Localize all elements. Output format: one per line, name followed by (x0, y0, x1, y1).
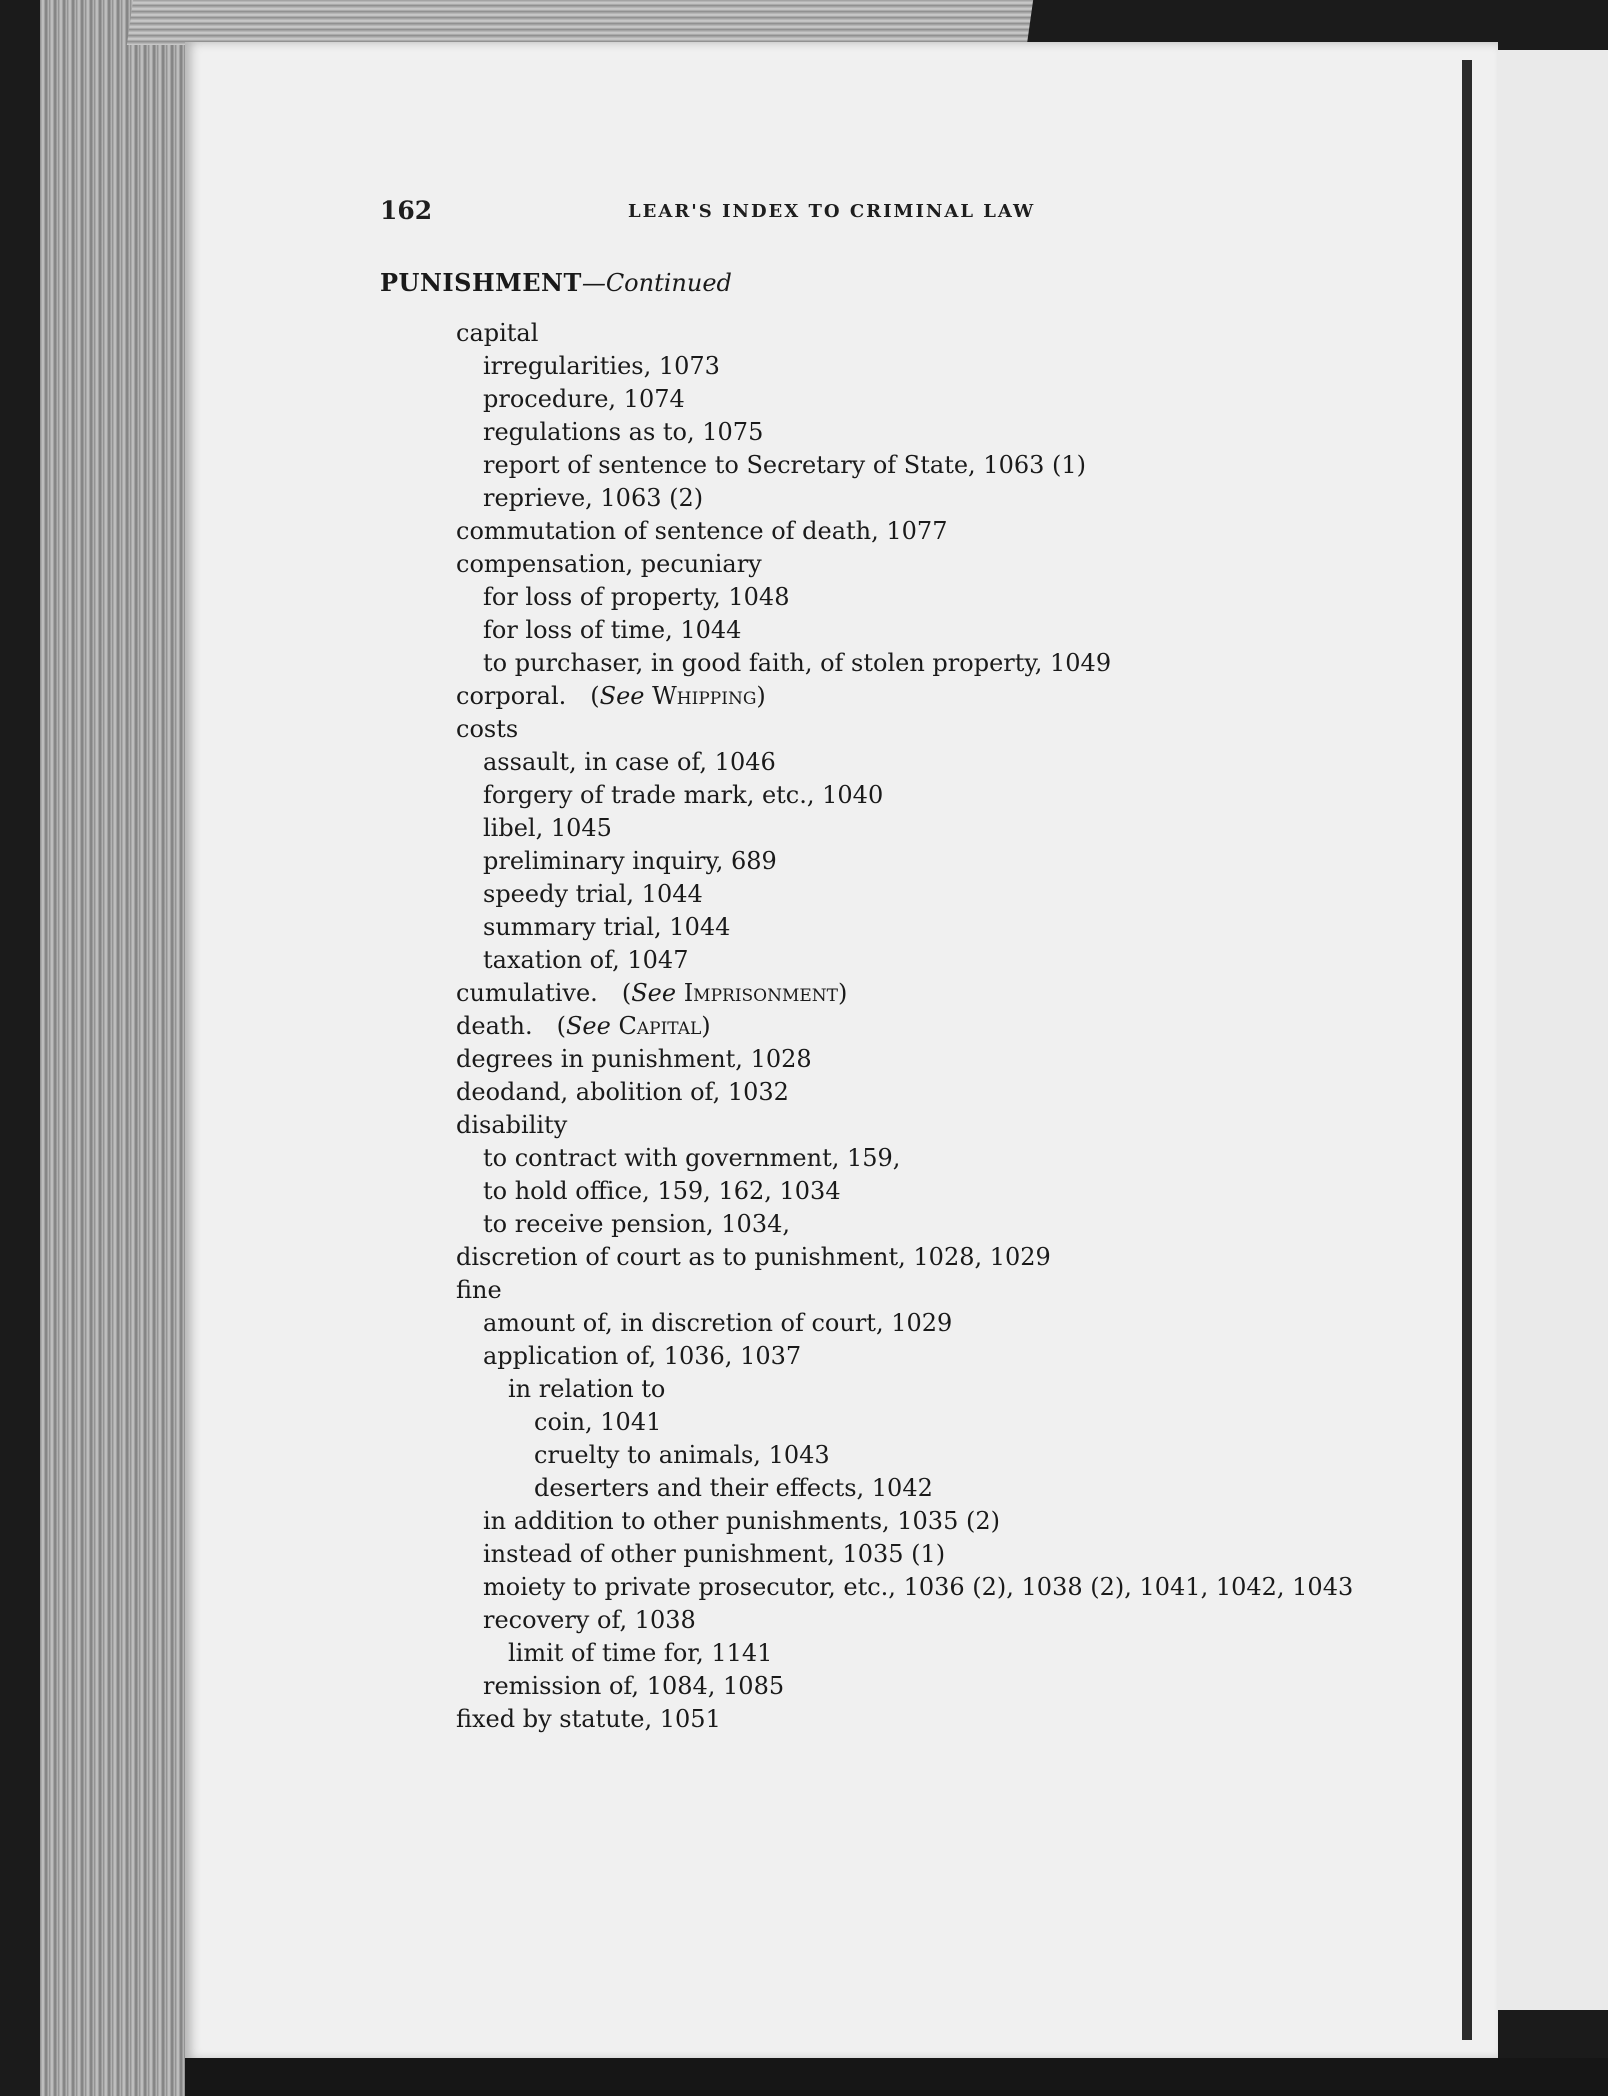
entry-text: summary trial, 1044 (483, 913, 731, 941)
entry-text: limit of time for, 1141 (508, 1639, 773, 1667)
entry-text: reprieve, 1063 (2) (483, 484, 704, 512)
running-head (380, 196, 1080, 236)
binding-gutter (1462, 60, 1472, 2040)
entry-text: deodand, abolition of, 1032 (456, 1078, 789, 1106)
entry-text: in addition to other punishments, 1035 (2) (483, 1507, 1000, 1535)
index-entry (456, 383, 1356, 416)
cross-reference: (See Capital) (532, 1012, 711, 1040)
entry-text: discretion of court as to punishment, 1028, 1029 (456, 1243, 1051, 1271)
see-word: See (631, 979, 677, 1007)
entry-text: compensation, pecuniary (456, 550, 762, 578)
bottom-edge (185, 2058, 1608, 2096)
index-entry (456, 713, 1356, 746)
index-entry (456, 1439, 1356, 1472)
entry-text: recovery of, 1038 (483, 1606, 696, 1634)
index-entry (456, 1208, 1356, 1241)
entry-text: procedure, 1074 (483, 385, 685, 413)
index-entry (456, 1538, 1356, 1571)
entry-text: in relation to (508, 1375, 666, 1403)
see-word: See (599, 682, 645, 710)
index-entry (456, 944, 1356, 977)
page-edges-top (127, 0, 1033, 45)
index-entry (456, 779, 1356, 812)
index-entry (456, 614, 1356, 647)
entry-text: capital (456, 319, 539, 347)
entry-text: costs (456, 715, 519, 743)
index-entry (456, 1472, 1356, 1505)
entry-text: to hold office, 159, 162, 1034 (483, 1177, 841, 1205)
index-entry (456, 878, 1356, 911)
index-entry (456, 1307, 1356, 1340)
entry-text: assault, in case of, 1046 (483, 748, 776, 776)
index-entry (456, 1406, 1356, 1439)
page-edges (40, 0, 190, 2096)
page-title: LEAR'S INDEX TO CRIMINAL LAW (628, 201, 1036, 222)
entry-text: to receive pension, 1034, (483, 1210, 790, 1238)
entry-text: instead of other punishment, 1035 (1) (483, 1540, 946, 1568)
entry-text: cumulative. (456, 979, 598, 1007)
entry-text: to contract with government, 159, (483, 1144, 901, 1172)
entry-text: taxation of, 1047 (483, 946, 689, 974)
index-entry (456, 1043, 1356, 1076)
entry-text: speedy trial, 1044 (483, 880, 703, 908)
index-entry (456, 1670, 1356, 1703)
index-entry (456, 977, 1356, 1010)
entry-text: commutation of sentence of death, 1077 (456, 517, 948, 545)
index-entry (456, 416, 1356, 449)
entry-text: corporal. (456, 682, 567, 710)
heading-continued: —Continued (581, 269, 732, 297)
entry-text: for loss of time, 1044 (483, 616, 742, 644)
index-entry (456, 680, 1356, 713)
entry-text: report of sentence to Secretary of State, 1063 (1) (483, 451, 1087, 479)
index-entry (456, 548, 1356, 581)
entry-text: to purchaser, in good faith, of stolen property, 1049 (483, 649, 1112, 677)
cross-reference: (See Imprisonment) (597, 979, 848, 1007)
entry-text: fixed by statute, 1051 (456, 1705, 721, 1733)
see-target: Imprisonment (683, 979, 839, 1007)
index-entry (456, 1109, 1356, 1142)
index-entry (456, 1703, 1356, 1736)
index-entry (456, 1373, 1356, 1406)
index-entry (456, 581, 1356, 614)
index-entry (456, 1010, 1356, 1043)
entry-text: preliminary inquiry, 689 (483, 847, 777, 875)
entry-text: fine (456, 1276, 502, 1304)
index-entry (456, 812, 1356, 845)
entry-text: coin, 1041 (534, 1408, 662, 1436)
entry-text: cruelty to animals, 1043 (534, 1441, 830, 1469)
entry-text: irregularities, 1073 (483, 352, 720, 380)
entry-text: regulations as to, 1075 (483, 418, 764, 446)
entry-text: remission of, 1084, 1085 (483, 1672, 785, 1700)
index-entry (456, 1637, 1356, 1670)
index-entry (456, 1241, 1356, 1274)
index-entry (456, 515, 1356, 548)
entry-text: degrees in punishment, 1028 (456, 1045, 812, 1073)
entry-text: disability (456, 1111, 568, 1139)
facing-page (1498, 50, 1608, 2010)
index-entry (456, 845, 1356, 878)
index-entry (456, 449, 1356, 482)
index-entry (456, 1076, 1356, 1109)
index-entry (456, 1175, 1356, 1208)
entry-text: forgery of trade mark, etc., 1040 (483, 781, 884, 809)
see-target: Whipping (652, 682, 757, 710)
index-entry (456, 746, 1356, 779)
index-entry (456, 1340, 1356, 1373)
index-entries (456, 317, 1356, 1736)
entry-text: libel, 1045 (483, 814, 612, 842)
see-target: Capital (618, 1012, 702, 1040)
index-entry (456, 1274, 1356, 1307)
index-entry (456, 1604, 1356, 1637)
index-entry (456, 317, 1356, 350)
cross-reference: (See Whipping) (566, 682, 766, 710)
index-entry (456, 647, 1356, 680)
section-heading (380, 268, 732, 297)
see-word: See (565, 1012, 611, 1040)
index-entry (456, 1571, 1356, 1604)
index-entry (456, 911, 1356, 944)
entry-text: moiety to private prosecutor, etc., 1036 (2), 1038 (2), 1041, 1042, 1043 (483, 1573, 1354, 1601)
entry-text: for loss of property, 1048 (483, 583, 790, 611)
entry-text: amount of, in discretion of court, 1029 (483, 1309, 953, 1337)
entry-text: application of, 1036, 1037 (483, 1342, 802, 1370)
page-number: 162 (380, 196, 433, 225)
index-entry (456, 1505, 1356, 1538)
entry-text: deserters and their effects, 1042 (534, 1474, 933, 1502)
heading-word: PUNISHMENT (380, 268, 582, 297)
entry-text: death. (456, 1012, 533, 1040)
index-entry (456, 482, 1356, 515)
index-entry (456, 350, 1356, 383)
index-entry (456, 1142, 1356, 1175)
